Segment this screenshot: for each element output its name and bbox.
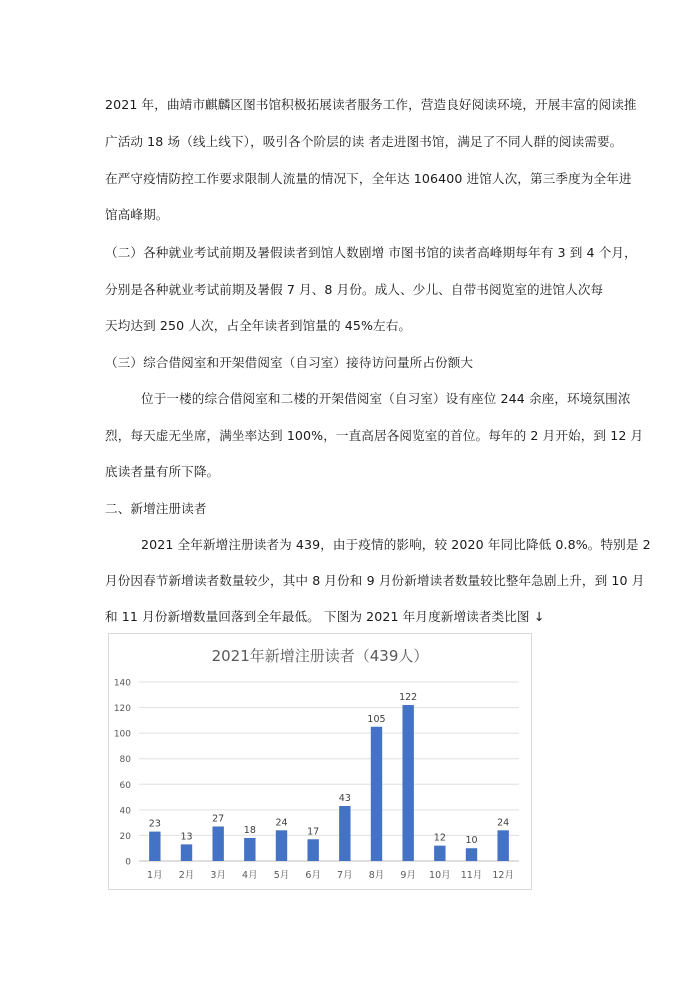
y-tick-label: 120 [113,704,131,715]
x-tick-label: 9月 [400,870,416,881]
bar-7 [339,806,350,861]
y-tick-label: 0 [125,857,131,868]
bar-1 [149,832,160,861]
x-tick-label: 8月 [368,870,385,881]
bar-2 [181,844,192,861]
section-heading-2-line: （二）各种就业考试前期及暑假读者到馆人数剧增 市图书馆的读者高峰期每年有 3 到 4 个月， [105,245,637,260]
x-tick-label: 5月 [273,870,290,881]
x-tick-label: 6月 [305,870,321,881]
chart-title: 2021年新增注册读者（439人） [211,647,429,665]
bar-10 [434,846,445,861]
y-tick-label: 80 [119,755,131,766]
bar-6 [307,839,318,861]
bar-4 [244,838,255,861]
paragraph-line-7: 天均达到 250 人次，占全年读者到馆量的 45%左右。 [105,318,412,333]
paragraph-line-1: 2021 年，曲靖市麒麟区图书馆积极拓展读者服务工作，营造良好阅读环境，开展丰富的阅读推 [105,97,637,112]
data-label: 10 [465,835,478,847]
bar-5 [276,830,287,861]
paragraph-line-14: 月份因春节新增读者数量较少，其中 8 月份和 9 月份新增读者数量较比整年急剧上升，到 10 月 [105,573,645,588]
paragraph-line-6: 分别是各种就业考试前期及暑假 7 月、8 月份。成人、少儿、自带书阅览室的进馆人次每 [105,282,604,297]
data-label: 122 [399,692,418,704]
paragraph-line-13: 2021 全年新增注册读者为 439，由于疫情的影响，较 2020 年同比降低 0.8%。特别是 2 [141,537,651,552]
data-label: 105 [367,713,386,725]
data-label: 17 [307,826,320,838]
data-label: 18 [243,824,256,836]
bar-3 [212,826,223,861]
bar-9 [402,705,413,861]
chart-container [108,633,532,890]
bar-8 [371,727,382,861]
x-tick-label: 11月 [460,870,483,881]
bar-11 [466,848,477,861]
section-heading-new-readers: 二、新增注册读者 [105,501,207,516]
y-tick-label: 60 [119,780,131,791]
bar-12 [497,830,508,861]
paragraph-line-9: 位于一楼的综合借阅室和二楼的开架借阅室（自习室）设有座位 244 余座，环境氛围浓 [141,391,631,406]
section-heading-3: （三）综合借阅室和开架借阅室（自习室）接待访问量所占份额大 [105,355,474,370]
data-label: 27 [212,813,225,825]
y-tick-label: 140 [113,678,131,689]
paragraph-line-4: 馆高峰期。 [105,207,169,222]
y-tick-label: 40 [119,806,131,817]
paragraph-line-11: 底读者量有所下降。 [105,464,220,479]
x-tick-label: 10月 [429,870,451,881]
data-label: 12 [433,832,446,844]
data-label: 13 [180,831,193,843]
x-tick-label: 3月 [210,870,226,881]
data-label: 24 [497,817,510,829]
data-label: 24 [275,817,288,829]
paragraph-line-3: 在严守疫情防控工作要求限制人流量的情况下，全年达 106400 进馆人次，第三季度为全年进 [105,171,632,186]
x-tick-label: 12月 [492,870,514,881]
paragraph-line-10: 烈，每天虚无坐席，满坐率达到 100%，一直高居各阅览室的首位。每年的 2 月开始，到 12 月 [105,428,644,443]
bar-chart [109,634,531,889]
x-tick-label: 1月 [147,870,163,881]
data-label: 23 [148,818,161,830]
paragraph-line-2: 广活动 18 场（线上线下），吸引各个阶层的读 者走进图书馆，满足了不同人群的阅读需要。 [105,134,623,149]
x-tick-label: 4月 [242,870,258,881]
x-tick-label: 2月 [178,870,195,881]
y-tick-label: 100 [113,729,131,740]
x-tick-label: 7月 [337,870,353,881]
paragraph-line-15: 和 11 月份新增数量回落到全年最低。 下图为 2021 年月度新增读者类比图 ↓ [105,609,545,624]
data-label: 43 [338,793,351,805]
y-tick-label: 20 [119,831,131,842]
